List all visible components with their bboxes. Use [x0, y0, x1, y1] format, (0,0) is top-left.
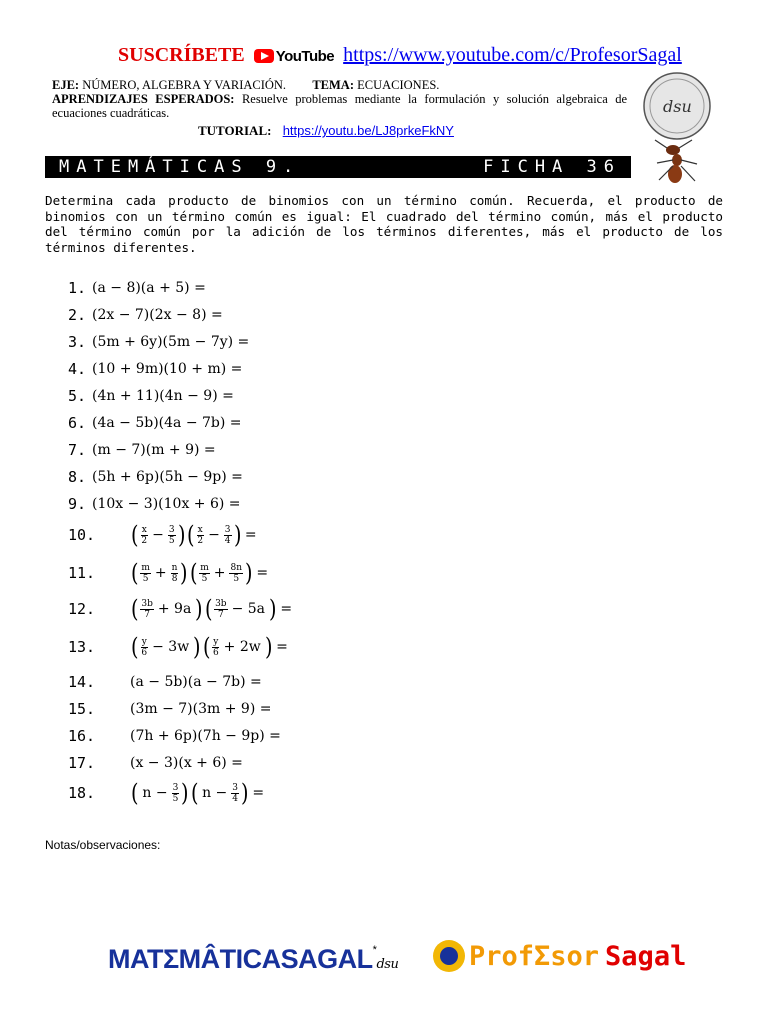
exercise-number: 5.	[68, 387, 87, 405]
brand2-sagal: Sagal	[605, 940, 687, 972]
sagal-badge-icon	[433, 940, 465, 972]
exercise-number: 3.	[68, 333, 87, 351]
fraction: $\frac{3}{5}$	[168, 524, 175, 546]
exercise-1	[68, 279, 206, 297]
exercise-9	[68, 495, 241, 513]
exercise-number: 18.	[68, 784, 96, 802]
exercise-number: 1.	[68, 279, 87, 297]
aprendizajes-label: APRENDIZAJES ESPERADOS:	[52, 92, 235, 106]
instructions: Determina cada producto de binomios con un término común. Recuerda, el producto de binomios con un término común es igual: El cuadrado del término común, más el producto del término común por la adición de los términos diferentes, más el producto de los términos diferentes.	[45, 193, 723, 255]
exercise-expression: (a − 5b)(a − 7b) =	[130, 674, 262, 690]
exercise-number: 2.	[68, 306, 87, 324]
eje-label: EJE:	[52, 78, 80, 92]
exercise-8	[68, 468, 243, 486]
fraction: $\frac{3b}{7}$	[215, 598, 227, 620]
exercise-2	[68, 306, 223, 324]
exercise-number: 9.	[68, 495, 87, 513]
aprendizajes-value: Resuelve problemas mediante la formulación y solución algebraica de ecuaciones cuadráticas.	[52, 92, 628, 120]
exercise-15	[68, 700, 271, 718]
brand2-profesor: ProfƩsor	[469, 940, 600, 972]
fraction: $\frac{n}{8}$	[171, 562, 178, 584]
channel-link[interactable]: https://www.youtube.com/c/ProfesorSagal	[343, 44, 682, 66]
fraction: $\frac{3b}{7}$	[141, 598, 153, 620]
tutorial-line	[198, 123, 454, 139]
exercise-expression: (4a − 5b)(4a − 7b) =	[92, 415, 242, 431]
exercise-number: 8.	[68, 468, 87, 486]
exercise-6	[68, 414, 242, 432]
exercise-4	[68, 360, 242, 378]
fraction: $\frac{m}{5}$	[141, 562, 150, 584]
exercise-14	[68, 673, 262, 691]
exercise-expression: (4n + 11)(4n − 9) =	[92, 388, 234, 404]
exercise-10: 10. ( $\frac{x}{2}$ − $\frac{3}{5}$ ) ( $\frac{x}{2}$ − $\frac{3}{4}$ ) =	[68, 521, 257, 549]
sheet-title: FICHA 36	[483, 157, 621, 177]
exercise-number: 16.	[68, 727, 96, 745]
sheet-metadata	[52, 78, 627, 120]
brand1-text: MATƩMÂTICASAGAL	[108, 944, 373, 974]
tema-value: ECUACIONES.	[357, 78, 440, 92]
exercise-number: 10.	[68, 526, 96, 544]
tutorial-link[interactable]: https://youtu.be/LJ8prkeFkNY	[282, 123, 454, 138]
fraction: $\frac{3}{4}$	[224, 524, 231, 546]
exercise-5	[68, 387, 234, 405]
exercise-number: 6.	[68, 414, 87, 432]
eje-value: NÚMERO, ALGEBRA Y VARIACIÓN.	[82, 78, 287, 92]
exercise-number: 11.	[68, 564, 96, 582]
exercise-number: 14.	[68, 673, 96, 691]
dsu-ant-logo	[637, 68, 715, 188]
fraction: $\frac{m}{5}$	[200, 562, 209, 584]
title-bar	[45, 156, 631, 178]
exercise-3	[68, 333, 249, 351]
brand1-dsu: dsu	[376, 957, 399, 972]
fraction: $\frac{x}{2}$	[197, 524, 204, 546]
fraction: $\frac{y}{6}$	[212, 636, 219, 658]
exercise-expression: (10x − 3)(10x + 6) =	[92, 496, 241, 512]
exercise-number: 13.	[68, 638, 96, 656]
fraction: $\frac{y}{6}$	[141, 636, 148, 658]
tema-label: TEMA:	[312, 78, 354, 92]
exercise-expression: (3m − 7)(3m + 9) =	[130, 701, 272, 717]
youtube-play-icon	[254, 49, 274, 63]
exercise-expression: (5m + 6y)(5m − 7y) =	[92, 334, 250, 350]
exercise-number: 4.	[68, 360, 87, 378]
subscribe-banner	[118, 44, 682, 67]
exercise-11: 11. ( $\frac{m}{5}$ + $\frac{n}{8}$ ) ( $\frac{m}{5}$ + $\frac{8n}{5}$ ) =	[68, 559, 269, 587]
tutorial-label: TUTORIAL:	[198, 123, 272, 138]
profesor-sagal-brand	[433, 940, 686, 972]
notes-label: Notas/observaciones:	[45, 838, 161, 852]
exercise-expression: (2x − 7)(2x − 8) =	[92, 307, 223, 323]
exercise-expression: (m − 7)(m + 9) =	[92, 442, 216, 458]
exercise-expression: (a − 8)(a + 5) =	[92, 280, 206, 296]
subject-title: MATEMÁTICAS 9.	[59, 157, 301, 177]
exercise-number: 15.	[68, 700, 96, 718]
exercise-expression: (5h + 6p)(5h − 9p) =	[92, 469, 243, 485]
logo-text: dsu	[663, 97, 692, 116]
fraction: $\frac{3}{4}$	[232, 782, 238, 804]
exercise-expression: (x − 3)(x + 6) =	[130, 755, 243, 771]
exercise-expression: (7h + 6p)(7h − 9p) =	[130, 728, 281, 744]
exercise-17	[68, 754, 243, 772]
subscribe-label: SUSCRÍBETE	[118, 44, 245, 66]
brand1-sup: *	[372, 944, 377, 956]
exercise-7	[68, 441, 216, 459]
exercise-number: 12.	[68, 600, 96, 618]
matematicasagal-brand	[108, 944, 398, 975]
exercise-18: 18. ( n − $\frac{3}{5}$ ) ( n − $\frac{3}{4}$ ) =	[68, 779, 265, 807]
exercise-number: 17.	[68, 754, 96, 772]
youtube-logo	[254, 48, 334, 65]
fraction: $\frac{3}{5}$	[172, 782, 179, 804]
fraction: $\frac{8n}{5}$	[230, 562, 243, 584]
youtube-word: YouTube	[275, 47, 335, 65]
exercise-16	[68, 727, 281, 745]
exercise-13: 13. ( $\frac{y}{6}$ − 3w ) ( $\frac{y}{6}$ + 2w ) =	[68, 633, 288, 661]
exercise-expression: (10 + 9m)(10 + m) =	[92, 361, 243, 377]
fraction: $\frac{x}{2}$	[141, 524, 148, 546]
exercise-12: 12. ( $\frac{3b}{7}$ + 9a ) ( $\frac{3b}{7}$ − 5a ) =	[68, 595, 293, 623]
exercise-number: 7.	[68, 441, 87, 459]
